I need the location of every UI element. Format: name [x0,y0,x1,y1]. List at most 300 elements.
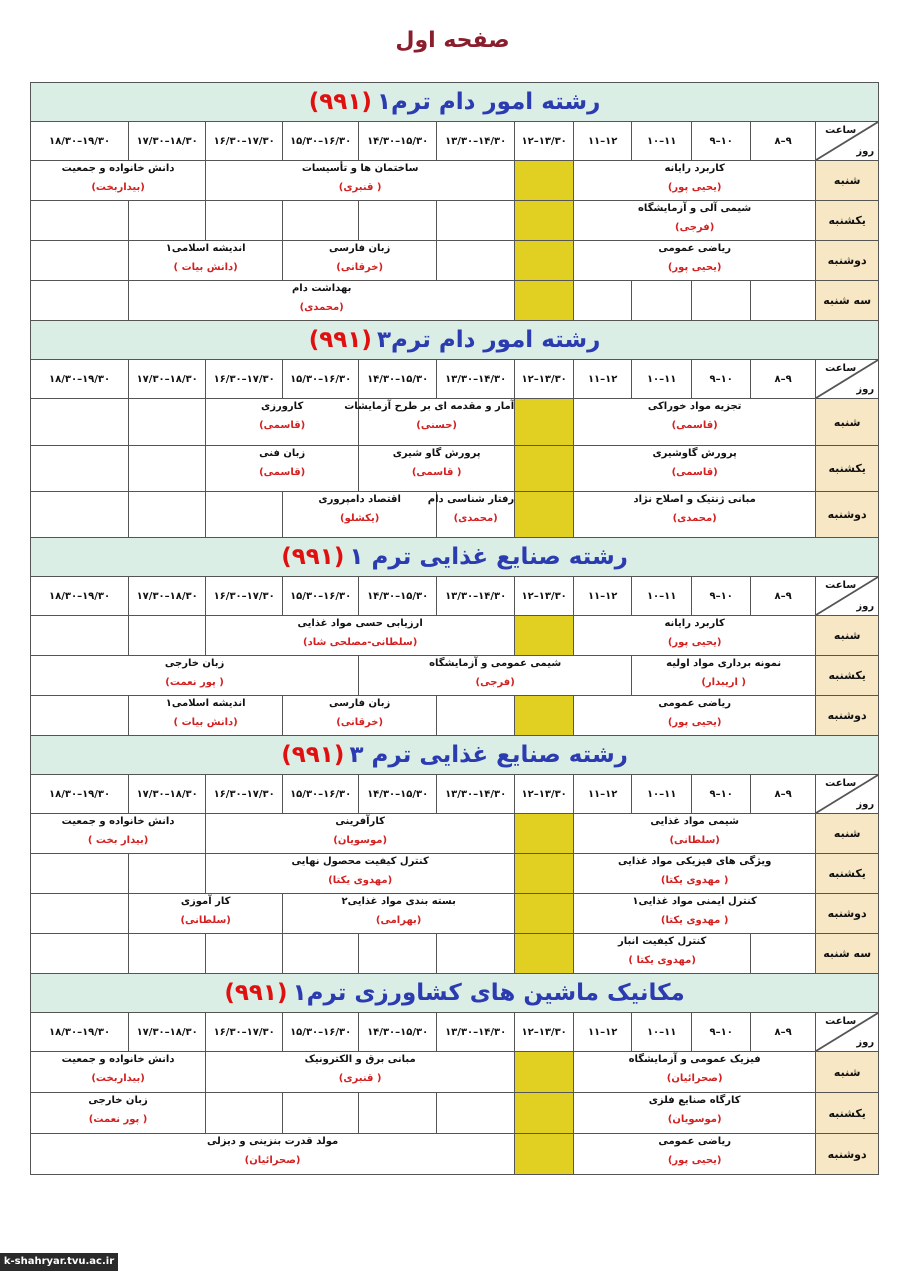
day-row [31,894,879,934]
course-teacher: (بیداربخت) [91,182,145,193]
noon-break-cell [515,814,574,854]
section-title [31,538,879,577]
time-slot-header: ۱۴/۳۰–۱۵/۳۰ [359,775,437,814]
course-teacher: (فرجی) [475,677,515,688]
course-teacher: ( اریبدار) [701,677,746,688]
course-cell [574,446,816,492]
course-name: اقتصاد دامپروری [318,494,401,505]
day-row [31,161,879,201]
day-row [31,616,879,656]
empty-cell [129,399,206,446]
course-cell [574,894,816,934]
time-slot-header: ۱۰–۱۱ [632,1013,692,1052]
time-slot-header: ۱۳/۳۰–۱۴/۳۰ [437,122,515,161]
time-slot-header: ۱۱–۱۲ [574,775,632,814]
course-cell [206,161,515,201]
section-title-row [31,736,879,775]
course-cell [31,656,359,696]
course-name: کاربرد رایانه [664,163,725,174]
day-row [31,201,879,241]
course-teacher: (خرقانی) [336,262,384,273]
time-slot-header: ۱۲–۱۳/۳۰ [515,122,574,161]
day-row [31,281,879,321]
course-teacher: (سلطانی-مصلحی شاد) [303,637,418,648]
course-cell [344,399,515,446]
empty-cell [632,281,692,321]
section-title [31,974,879,1013]
section-title [31,736,879,775]
section-code: (۹۹۱) [281,742,345,768]
course-teacher: (دانش بیات ) [173,717,238,728]
time-slot-header: ۱۵/۳۰–۱۶/۳۰ [283,775,359,814]
section-code: (۹۹۱) [308,327,372,353]
section-title [31,83,879,122]
day-label: دوشنبه [816,894,879,934]
time-header-row [31,577,879,616]
course-name: کنترل کیفیت محصول نهایی [291,856,429,867]
day-row [31,241,879,281]
course-name: ریاضی عمومی [658,1136,731,1147]
noon-break-cell [515,492,574,538]
course-cell [129,241,283,281]
noon-break-cell [515,854,574,894]
empty-cell [283,1093,359,1134]
course-name: رفتار شناسی دام [427,494,515,505]
empty-cell [359,934,437,974]
course-cell [129,281,515,321]
corner-cell [816,775,879,814]
day-row [31,446,879,492]
time-slot-header: ۱۴/۳۰–۱۵/۳۰ [359,360,437,399]
noon-break-cell [515,446,574,492]
empty-cell [129,934,206,974]
day-label: یکشنبه [816,446,879,492]
empty-cell [129,854,206,894]
time-slot-header: ۸–۹ [751,1013,816,1052]
time-header-row [31,1013,879,1052]
course-cell [632,656,816,696]
course-name: کنترل کیفیت انبار [617,936,707,947]
course-name: زبان خارجی [164,658,225,669]
day-label: دوشنبه [816,492,879,538]
course-name: ریاضی عمومی [658,698,731,709]
section-code: (۹۹۱) [224,980,288,1006]
schedule-container [30,82,878,1175]
schedule-table [30,82,879,1175]
course-teacher: (مهدوی یکتا) [328,875,393,886]
time-slot-header: ۱۴/۳۰–۱۵/۳۰ [359,1013,437,1052]
corner-cell [816,1013,879,1052]
day-label: دوشنبه [816,696,879,736]
course-teacher: (سلطانی) [180,915,231,926]
day-label: یکشنبه [816,1093,879,1134]
time-slot-header: ۱۳/۳۰–۱۴/۳۰ [437,360,515,399]
section-title-text: رشته صنایع غذایی ترم ۳ [349,742,628,768]
course-name: ارزیابی حسی مواد غذایی [297,618,423,629]
empty-cell [129,616,206,656]
course-teacher: (یحیی پور) [667,262,722,273]
empty-cell [31,696,129,736]
time-slot-header: ۱۶/۳۰–۱۷/۳۰ [206,1013,283,1052]
course-name: شیمی آلی و آزمایشگاه [638,203,752,214]
course-teacher: (صحرائیان) [244,1155,301,1166]
course-teacher: (قاسمی) [671,467,718,478]
time-slot-header: ۸–۹ [751,577,816,616]
corner-cell [816,122,879,161]
corner-label-hour: ساعت [825,363,857,374]
course-teacher: (موسویان) [333,835,388,846]
course-name: ریاضی عمومی [658,243,731,254]
course-name: مولد قدرت بنزینی و دیزلی [206,1136,339,1147]
time-slot-header: ۱۰–۱۱ [632,775,692,814]
empty-cell [31,281,129,321]
course-teacher: (مهدوی یکتا ) [628,955,696,966]
course-name: کارورزی [261,401,304,412]
empty-cell [437,1093,515,1134]
noon-break-cell [515,241,574,281]
course-cell [574,616,816,656]
section-title-row [31,83,879,122]
page-title: صفحه اول [395,28,510,53]
empty-cell [31,399,129,446]
day-label: یکشنبه [816,656,879,696]
course-cell [31,1093,206,1134]
course-cell [574,934,751,974]
day-label: یکشنبه [816,201,879,241]
course-name: زبان فارسی [329,243,391,254]
course-name: مبانی ژنتیک و اصلاح نژاد [633,494,756,505]
time-slot-header: ۱۱–۱۲ [574,1013,632,1052]
empty-cell [31,934,129,974]
course-name: شیمی عمومی و آزمایشگاه [429,658,562,669]
course-cell [206,616,515,656]
time-slot-header: ۱۶/۳۰–۱۷/۳۰ [206,122,283,161]
time-header-row [31,360,879,399]
course-name: اندیشه اسلامی۱ [165,243,246,254]
course-cell [206,1052,515,1093]
empty-cell [437,241,515,281]
course-name: دانش خانواده و جمعیت [61,816,175,827]
time-slot-header: ۱۷/۳۰–۱۸/۳۰ [129,775,206,814]
empty-cell [31,894,129,934]
site-footer-url: k-shahryar.tvu.ac.ir [0,1253,118,1271]
corner-cell [816,360,879,399]
course-teacher: ( قاسمی) [411,467,462,478]
course-name: آمار و مقدمه ای بر طرح آزمایشات [344,401,515,412]
course-cell [574,696,816,736]
course-name: شیمی مواد غذایی [650,816,739,827]
corner-label-hour: ساعت [825,580,857,591]
course-teacher: (فرجی) [675,222,715,233]
course-teacher: ( مهدوی یکتا) [660,875,729,886]
time-slot-header: ۱۸/۳۰–۱۹/۳۰ [31,1013,129,1052]
empty-cell [359,201,437,241]
course-teacher: (خرقانی) [336,717,384,728]
course-name: دانش خانواده و جمعیت [61,163,175,174]
section-title-text: مکانیک ماشین های کشاورزی ترم۱ [292,980,685,1006]
course-name: پرورش گاوشیری [652,448,737,459]
course-cell [574,161,816,201]
time-slot-header: ۱۷/۳۰–۱۸/۳۰ [129,122,206,161]
time-slot-header: ۱۸/۳۰–۱۹/۳۰ [31,775,129,814]
course-teacher: (دانش بیات ) [173,262,238,273]
course-teacher: ( پور نعمت) [165,677,224,688]
day-row [31,854,879,894]
section-title-row [31,538,879,577]
course-teacher: (بیدار بخت ) [87,835,149,846]
time-slot-header: ۹–۱۰ [692,775,751,814]
course-name: نمونه برداری مواد اولیه [666,658,782,669]
corner-label-hour: ساعت [825,125,857,136]
time-slot-header: ۱۲–۱۳/۳۰ [515,360,574,399]
time-slot-header: ۱۴/۳۰–۱۵/۳۰ [359,122,437,161]
noon-break-cell [515,161,574,201]
course-cell [206,814,515,854]
course-cell [283,492,437,538]
course-cell [574,399,816,446]
day-label: شنبه [816,399,879,446]
course-name: ساختمان ها و تأسیسات [301,163,419,174]
time-slot-header: ۱۸/۳۰–۱۹/۳۰ [31,360,129,399]
course-cell [283,241,437,281]
time-slot-header: ۱۵/۳۰–۱۶/۳۰ [283,122,359,161]
course-name: تجزیه مواد خوراکی [647,401,742,412]
day-row [31,814,879,854]
empty-cell [129,492,206,538]
course-name: زبان خارجی [88,1095,148,1106]
course-cell [206,854,515,894]
course-teacher: (موسویان) [667,1114,722,1125]
course-name: ویژگی های فیزیکی مواد غذایی [617,856,772,867]
course-cell [129,696,283,736]
time-slot-header: ۱۰–۱۱ [632,577,692,616]
time-slot-header: ۹–۱۰ [692,122,751,161]
time-slot-header: ۱۶/۳۰–۱۷/۳۰ [206,775,283,814]
time-slot-header: ۹–۱۰ [692,360,751,399]
course-teacher: ( قنبری) [338,1073,382,1084]
course-teacher: (قاسمی) [259,420,306,431]
noon-break-cell [515,696,574,736]
course-name: کار آموزی [180,896,231,907]
corner-label-day: روز [856,146,875,157]
course-cell [574,1134,816,1175]
noon-break-cell [515,1134,574,1175]
noon-break-cell [515,201,574,241]
day-row [31,492,879,538]
course-cell [574,814,816,854]
course-teacher: ( پور نعمت) [88,1114,148,1125]
time-header-row [31,122,879,161]
course-teacher: (قاسمی) [259,467,306,478]
course-teacher: (حسنی) [416,420,458,431]
time-slot-header: ۸–۹ [751,360,816,399]
course-name: بهداشت دام [291,283,352,294]
course-teacher: (محمدی) [453,513,498,524]
time-slot-header: ۱۷/۳۰–۱۸/۳۰ [129,1013,206,1052]
course-cell [427,492,515,538]
course-teacher: (یحیی پور) [667,717,722,728]
noon-break-cell [515,1093,574,1134]
time-slot-header: ۱۷/۳۰–۱۸/۳۰ [129,360,206,399]
time-slot-header: ۱۱–۱۲ [574,122,632,161]
noon-break-cell [515,1052,574,1093]
time-slot-header: ۱۵/۳۰–۱۶/۳۰ [283,1013,359,1052]
time-slot-header: ۱۰–۱۱ [632,122,692,161]
time-slot-header: ۱۲–۱۳/۳۰ [515,577,574,616]
time-slot-header: ۹–۱۰ [692,1013,751,1052]
course-name: کارآفرینی [335,816,385,827]
empty-cell [574,281,632,321]
course-teacher: (صحرائیان) [666,1073,723,1084]
time-slot-header: ۱۵/۳۰–۱۶/۳۰ [283,577,359,616]
day-label: دوشنبه [816,1134,879,1175]
course-cell [31,1052,206,1093]
course-cell [574,201,816,241]
time-slot-header: ۸–۹ [751,775,816,814]
time-slot-header: ۱۷/۳۰–۱۸/۳۰ [129,577,206,616]
time-slot-header: ۱۳/۳۰–۱۴/۳۰ [437,577,515,616]
corner-label-day: روز [856,601,875,612]
time-slot-header: ۱۸/۳۰–۱۹/۳۰ [31,122,129,161]
section-title-row [31,974,879,1013]
empty-cell [283,201,359,241]
empty-cell [751,281,816,321]
day-row [31,934,879,974]
section-code: (۹۹۱) [281,544,345,570]
course-teacher: (قاسمی) [671,420,718,431]
time-header-row [31,775,879,814]
empty-cell [437,201,515,241]
course-cell [129,894,283,934]
day-row [31,1093,879,1134]
corner-cell [816,577,879,616]
course-name: کاربرد رایانه [664,618,725,629]
day-row [31,696,879,736]
section-code: (۹۹۱) [308,89,372,115]
course-cell [574,854,816,894]
day-label: شنبه [816,1052,879,1093]
empty-cell [206,492,283,538]
day-label: دوشنبه [816,241,879,281]
course-teacher: (یکشلو) [340,513,380,524]
course-name: فیزیک عمومی و آزمایشگاه [628,1054,761,1065]
empty-cell [206,1093,283,1134]
time-slot-header: ۱۱–۱۲ [574,577,632,616]
noon-break-cell [515,934,574,974]
course-cell [283,696,437,736]
empty-cell [437,696,515,736]
noon-break-cell [515,894,574,934]
course-cell [206,399,359,446]
day-label: شنبه [816,161,879,201]
empty-cell [283,934,359,974]
empty-cell [206,934,283,974]
day-row [31,656,879,696]
empty-cell [359,1093,437,1134]
course-teacher: (یحیی پور) [667,637,722,648]
day-label: سه شنبه [816,281,879,321]
corner-label-day: روز [856,384,875,395]
empty-cell [751,934,816,974]
course-cell [574,1093,816,1134]
course-teacher: (بهرامی) [375,915,422,926]
empty-cell [31,201,129,241]
empty-cell [31,446,129,492]
course-teacher: (محمدی) [299,302,344,313]
course-teacher: (یحیی پور) [667,1155,722,1166]
section-title-text: رشته امور دام ترم۱ [377,89,601,115]
course-cell [574,1052,816,1093]
course-name: اندیشه اسلامی۱ [165,698,246,709]
noon-break-cell [515,281,574,321]
time-slot-header: ۱۳/۳۰–۱۴/۳۰ [437,775,515,814]
day-label: یکشنبه [816,854,879,894]
section-title-text: رشته صنایع غذایی ترم ۱ [349,544,628,570]
time-slot-header: ۱۳/۳۰–۱۴/۳۰ [437,1013,515,1052]
empty-cell [31,241,129,281]
corner-label-day: روز [856,1037,875,1048]
course-cell [31,161,206,201]
day-label: شنبه [816,814,879,854]
course-cell [31,1134,515,1175]
course-name: زبان فنی [259,448,306,459]
time-slot-header: ۱۶/۳۰–۱۷/۳۰ [206,360,283,399]
time-slot-header: ۸–۹ [751,122,816,161]
time-slot-header: ۱۲–۱۳/۳۰ [515,1013,574,1052]
section-title-row [31,321,879,360]
noon-break-cell [515,399,574,446]
course-name: مبانی برق و الکترونیک [304,1054,416,1065]
section-title-text: رشته امور دام ترم۳ [377,327,601,353]
course-name: زبان فارسی [329,698,391,709]
time-slot-header: ۱۸/۳۰–۱۹/۳۰ [31,577,129,616]
time-slot-header: ۱۵/۳۰–۱۶/۳۰ [283,360,359,399]
time-slot-header: ۱۱–۱۲ [574,360,632,399]
course-cell [574,241,816,281]
empty-cell [31,492,129,538]
empty-cell [31,854,129,894]
empty-cell [129,201,206,241]
course-cell [283,894,515,934]
course-cell [359,656,632,696]
noon-break-cell [515,616,574,656]
corner-label-day: روز [856,799,875,810]
course-teacher: (بیداربخت) [91,1073,145,1084]
empty-cell [692,281,751,321]
time-slot-header: ۱۶/۳۰–۱۷/۳۰ [206,577,283,616]
section-title [31,321,879,360]
time-slot-header: ۱۲–۱۳/۳۰ [515,775,574,814]
day-row [31,1052,879,1093]
day-row [31,399,879,446]
corner-label-hour: ساعت [825,1016,857,1027]
course-teacher: (محمدی) [672,513,717,524]
course-cell [574,492,816,538]
course-name: کنترل ایمنی مواد غذایی۱ [632,896,757,907]
course-teacher: (سلطانی) [669,835,720,846]
course-name: بسته بندی مواد غذایی۲ [341,896,456,907]
empty-cell [437,934,515,974]
course-teacher: ( مهدوی یکتا) [660,915,729,926]
course-cell [359,446,515,492]
course-name: دانش خانواده و جمعیت [61,1054,175,1065]
empty-cell [129,446,206,492]
course-teacher: ( قنبری) [338,182,382,193]
day-row [31,1134,879,1175]
course-cell [31,814,206,854]
empty-cell [206,201,283,241]
day-label: سه شنبه [816,934,879,974]
